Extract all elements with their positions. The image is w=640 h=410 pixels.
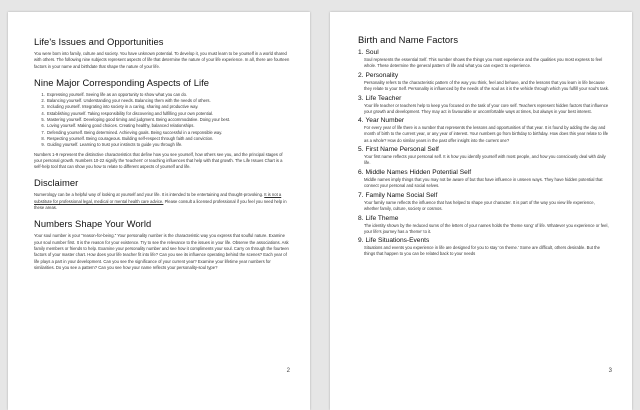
list-item: 3. Including yourself. Integrating into society in a caring, sharing and productive way.: [46, 104, 290, 110]
factor-life-theme: [358, 215, 610, 235]
factor-text: Middle names imply things that you may not be aware of but that have influence in unseen ways. They have hidden potential that connect your personal and social selves.: [364, 177, 603, 189]
document-page-left: [8, 12, 310, 410]
factor-title: 4. Year Number: [358, 117, 405, 125]
factor-text: Personality refers to the characteristic pattern of the way you think, feel and behave, and the lessons that you learn in life because they relate to your Self. Personality is influenced by the needs of the soul as it is the vehicle through which you fulfill your soul's task.: [364, 79, 609, 91]
factor-family-name: [358, 192, 610, 212]
list-item: 5. Mastering yourself. Developing good timing and judgment. Being accommodative. Doing your best.: [46, 117, 290, 123]
factor-title: 8. Life Theme: [358, 214, 399, 222]
factor-text: Situations and events you experience in life are designed for you to stay 'on theme.' Some are difficult, others desirable. But the things that happen to you can be related back to your needs: [364, 245, 600, 257]
factor-text: Your first name reflects your personal self. It is how you identify yourself with most people, and how you consciously deal with daily life.: [364, 154, 606, 166]
factor-title: 7. Family Name Social Self: [358, 191, 438, 199]
factor-text: Your family name reflects the influence that has helped to shape your character. It is part of the way you view life experience, whether family, culture, society or cosmos.: [364, 199, 595, 211]
list-item: 9. Guiding yourself. Learning to trust your instincts to guide you through life.: [46, 142, 290, 148]
numbers-paragraph: Your soul number is your "reason-for-being." Your personality number is the characteristic way you express that soulful nature. Examine your soul number first. It is the reason for your existence. Try to see the relevance to the issues in your life. Observe the associations. Ask family members or friends to help. Examine your personality number and see how it compliments your soul. Carry on through the fourteen factors of your master chart. How does your life teacher fit into life? Can you see its influence operating behind the scenes? Each year of life plays a part in your development. Can you see the significance of your current year? Examine your lifetime year numbers for similarities. Do you see a pattern? Can you see how your name reflects your personality-soul type?: [34, 233, 289, 270]
disclaimer-paragraph: [34, 192, 290, 211]
section-heading-birth-name: Birth and Name Factors: [358, 34, 459, 45]
factor-title: 1. Soul: [358, 49, 379, 56]
disclaimer-text-after: Please consult a licensed professional if you feel you need help in these areas.: [34, 198, 287, 211]
section-heading-disclaimer: Disclaimer: [34, 177, 79, 189]
issues-paragraph: You were born into family, culture and society. You have unknown potential. To develop it, you must learn to be yourself in a world shared with others. The following nine subjects represent aspects of life that determine the nature of your life experience. In all, there are fourteen factors in your name and birthdate that shape the nature of your life.: [34, 51, 290, 69]
disclaimer-text-before: Numerology can be a helpful way of looking at yourself and your life. It is intended to be entertaining and thought-provoking.: [34, 192, 265, 198]
factor-life-situations: [358, 237, 610, 257]
factor-text: Soul represents the essential Self. This number shows the things you most experience and the qualities you most express to feel whole. These determine the general pattern of life and what you can expect to experience.: [364, 57, 603, 69]
factor-personality: [358, 72, 610, 92]
factor-soul: [358, 49, 610, 69]
section-heading-numbers: Numbers Shape Your World: [34, 218, 152, 230]
list-item: 8. Respecting yourself. Being courageous. Building self-respect through faith and conviction.: [46, 136, 290, 142]
section-heading-issues: Life's Issues and Opportunities: [34, 36, 164, 47]
factor-title: 6. Middle Names Hidden Potential Self: [358, 169, 472, 176]
page-number: 2: [286, 368, 290, 374]
factor-title: 2. Personality: [358, 71, 399, 79]
document-page-right: [330, 12, 632, 410]
factor-year-number: [358, 117, 610, 143]
factor-title: 9. Life Situations-Events: [358, 237, 430, 245]
factor-middle-names: [358, 169, 610, 189]
list-item: 1. Expressing yourself. Seeing life as an opportunity to show what you can do.: [46, 92, 290, 98]
list-item: 7. Defending yourself. Being determined. Achieving goals. Being successful in a responsible way.: [46, 130, 290, 136]
disclaimer-underlined-text: It is not a substitute for professional legal, medical or mental health care advice.: [34, 192, 282, 204]
list-item: 4. Establishing yourself. Taking responsibility for discovering and fulfilling your own potential.: [46, 111, 290, 117]
list-item: 2. Balancing yourself. Understanding your needs. Balancing them with the needs of others.: [46, 98, 290, 104]
factor-life-teacher: [358, 95, 610, 115]
factor-text: The identity shown by the reduced sums of the letters of your names holds the 'theme song' of life. Whatever you experience or feel, your life's journey has a 'theme' to it.: [364, 222, 609, 234]
page-number: 3: [608, 368, 612, 374]
section-heading-aspects: Nine Major Corresponding Aspects of Life: [34, 76, 210, 88]
factor-title: 3. Life Teacher: [358, 94, 402, 102]
aspects-after-paragraph: Numbers 1-9 represent the distinctive characteristics that define how you see yourself, how others see you, and the principal stages of your personal growth. Numbers 10-22 signify the 'teachers' or teaching influences that help with that growth. The Life Issues Chart is a self-help tool that can show you how to relate to different aspects of yourself and life.: [34, 151, 283, 170]
list-item: 6. Loving yourself. Making good choices. Creating healthy, balanced relationships.: [46, 123, 290, 129]
aspects-list: [34, 92, 290, 149]
factor-text: Your life teacher or teachers help to keep you focused on the task of your core self. Teachers represent hidden factors that influence your growth and development. They may act in favourable or uncomfortable ways at times, but always in your best interest.: [364, 102, 609, 114]
factor-text: For every year of life there is a number that represents the lessons and opportunities of that year. It is found by adding the day and month of birth to the current year, or any year of interest. Your numbers go from birthday to birthday. How does this year relate to life as a whole? How do similar years in the past offer insight into the current one?: [364, 125, 609, 143]
factor-first-name: [358, 146, 610, 166]
factor-title: 5. First Name Personal Self: [358, 146, 439, 154]
